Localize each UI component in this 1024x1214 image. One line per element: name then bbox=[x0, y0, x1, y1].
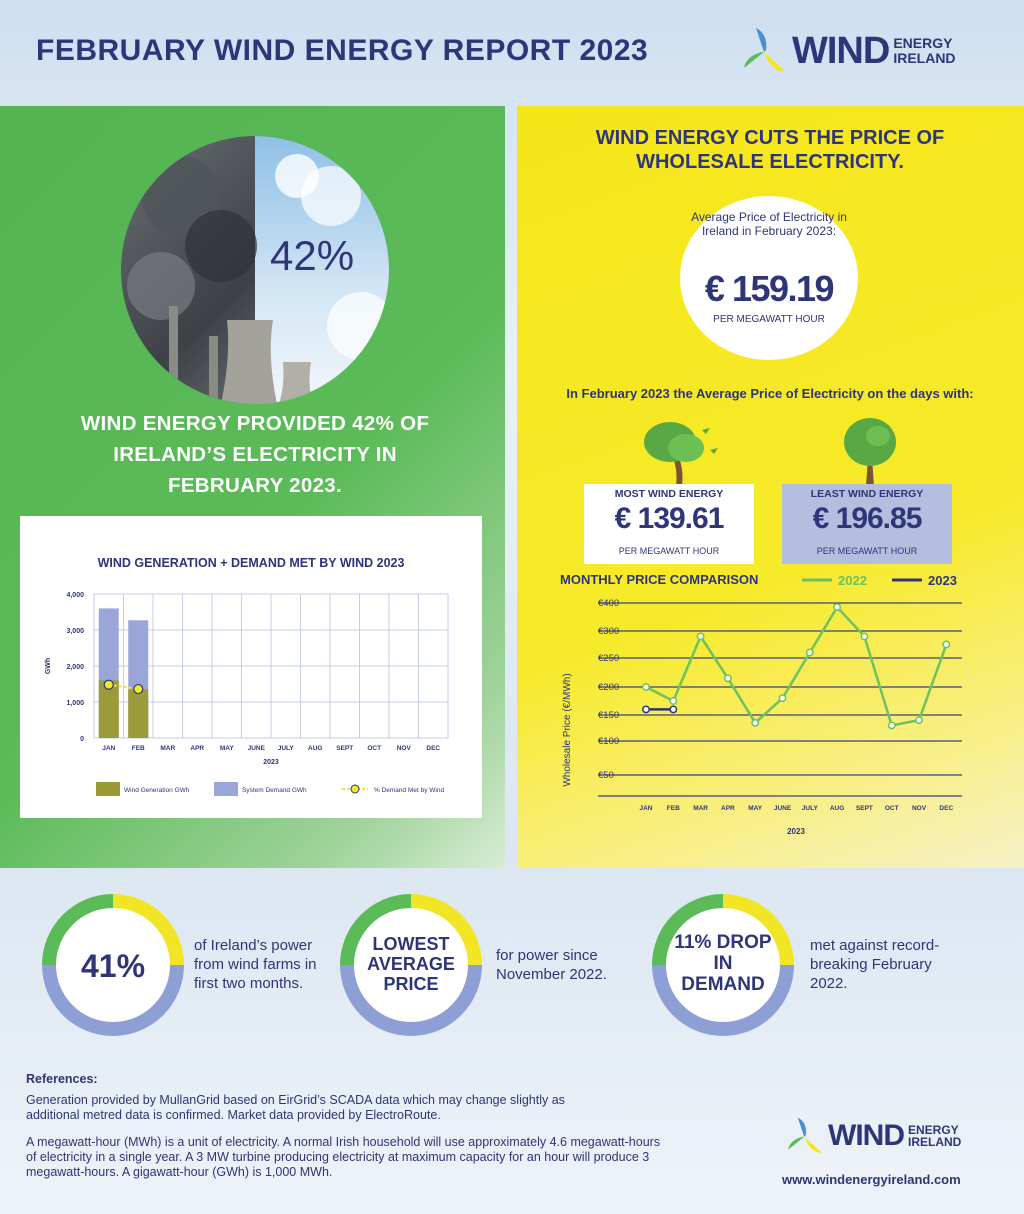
most-wind-unit: PER MEGAWATT HOUR bbox=[618, 546, 720, 556]
x-tick-label: JUNE bbox=[247, 745, 265, 752]
data-point bbox=[643, 684, 649, 690]
y-tick-label: 0 bbox=[80, 736, 84, 743]
stat-ring-wind-share bbox=[40, 892, 186, 1038]
y-tick-label: €150 bbox=[598, 710, 620, 721]
data-point bbox=[643, 706, 649, 712]
average-price-circle bbox=[680, 196, 858, 360]
data-point bbox=[943, 641, 949, 647]
logo-subtext: ENERGY IRELAND bbox=[907, 1123, 962, 1149]
legend-swatch bbox=[214, 782, 238, 796]
logo-word: WIND bbox=[792, 30, 890, 72]
data-point bbox=[752, 720, 758, 726]
y-tick-label: €50 bbox=[598, 770, 614, 781]
logo-subtext: ENERGY IRELAND bbox=[893, 35, 956, 66]
x-tick-label: MAY bbox=[219, 745, 234, 752]
generation-chart-card bbox=[20, 516, 482, 818]
legend-label: 2023 bbox=[928, 573, 957, 588]
least-wind-box bbox=[782, 484, 952, 564]
references bbox=[26, 1072, 746, 1192]
legend-label: 2022 bbox=[838, 573, 867, 588]
stat-ring-demand-drop bbox=[650, 892, 796, 1038]
x-tick-label: FEB bbox=[131, 745, 145, 752]
legend-label: % Demand Met by Wind bbox=[374, 787, 445, 794]
legend-swatch bbox=[351, 785, 359, 793]
stat-ring-text: 41% bbox=[80, 948, 146, 984]
y-tick-label: €100 bbox=[598, 736, 620, 747]
most-wind-box bbox=[584, 484, 754, 564]
x-tick-label: JAN bbox=[102, 745, 116, 752]
x-tick-label: APR bbox=[721, 805, 735, 812]
y-tick-label: 2,000 bbox=[66, 664, 84, 671]
x-tick-label: NOV bbox=[396, 745, 411, 752]
generation-chart bbox=[20, 516, 482, 818]
price-cut-title: WIND ENERGY CUTS THE PRICE OF WHOLESALE ELECTRICITY. bbox=[595, 127, 945, 173]
references-title: References: bbox=[26, 1072, 98, 1086]
x-tick-label: AUG bbox=[829, 805, 845, 812]
turbine-logo-icon bbox=[742, 26, 788, 76]
data-point bbox=[779, 695, 785, 701]
x-tick-label: AUG bbox=[308, 745, 323, 752]
generation-chart-title: WIND GENERATION + DEMAND MET BY WIND 2023 bbox=[97, 556, 405, 570]
legend-label: Wind Generation GWh bbox=[124, 787, 190, 794]
logo-word: WIND bbox=[828, 1119, 904, 1152]
y-axis-label: Wholesale Price (€/MWh) bbox=[562, 673, 573, 787]
average-price-label: Average Price of Electricity in Ireland in February 2023: bbox=[691, 210, 847, 238]
stat-side-text: met against record-breaking February 2022. bbox=[810, 937, 940, 992]
y-tick-label: €250 bbox=[598, 653, 620, 664]
least-wind-unit: PER MEGAWATT HOUR bbox=[816, 546, 918, 556]
x-tick-label: SEPT bbox=[855, 805, 873, 812]
data-point bbox=[670, 706, 676, 712]
data-point bbox=[861, 633, 867, 639]
x-tick-label: APR bbox=[190, 745, 205, 752]
demand-met-point bbox=[104, 680, 113, 689]
wind-bar bbox=[128, 689, 148, 738]
y-tick-label: €400 bbox=[598, 598, 620, 609]
days-with-text: In February 2023 the Average Price of Electricity on the days with: bbox=[566, 386, 974, 401]
stat-side-text: for power since November 2022. bbox=[496, 947, 607, 983]
x-tick-label: OCT bbox=[884, 805, 899, 812]
most-wind-value: € 139.61 bbox=[614, 502, 724, 535]
most-wind-label: MOST WIND ENERGY bbox=[614, 488, 724, 500]
x-tick-label: JULY bbox=[801, 805, 818, 812]
x-tick-label: DEC bbox=[939, 805, 954, 812]
stat-side-text: of Ireland’s power from wind farms in first two months. bbox=[194, 937, 317, 992]
wind-energy-ireland-logo bbox=[742, 26, 956, 76]
x-tick-label: JULY bbox=[277, 745, 294, 752]
x-tick-label: SEPT bbox=[336, 745, 354, 752]
average-price-unit: PER MEGAWATT HOUR bbox=[713, 314, 825, 325]
y-axis-label: GWh bbox=[45, 657, 52, 675]
wind-energy-ireland-logo-footer bbox=[786, 1116, 961, 1156]
data-point bbox=[807, 649, 813, 655]
data-point bbox=[725, 675, 731, 681]
x-tick-label: OCT bbox=[367, 745, 382, 752]
y-tick-label: 4,000 bbox=[66, 592, 84, 599]
calm-tree-icon bbox=[832, 414, 908, 488]
x-tick-label: DEC bbox=[426, 745, 441, 752]
demand-met-point bbox=[134, 685, 143, 694]
monthly-price-chart bbox=[548, 570, 988, 840]
x-tick-label: JUNE bbox=[773, 805, 792, 812]
legend-swatch bbox=[96, 782, 120, 796]
windy-tree-icon bbox=[640, 416, 720, 488]
legend-label: System Demand GWh bbox=[242, 787, 307, 794]
x-axis-label: 2023 bbox=[787, 827, 805, 836]
header bbox=[0, 0, 1024, 108]
website-link[interactable]: www.windenergyireland.com bbox=[782, 1172, 961, 1187]
page-title: FEBRUARY WIND ENERGY REPORT 2023 bbox=[36, 34, 649, 67]
data-point bbox=[889, 722, 895, 728]
stat-ring-lowest-price bbox=[338, 892, 484, 1038]
x-axis-label: 2023 bbox=[263, 759, 279, 766]
x-tick-label: MAY bbox=[748, 805, 763, 812]
x-tick-label: MAR bbox=[693, 805, 709, 812]
x-tick-label: NOV bbox=[911, 805, 927, 812]
y-tick-label: 1,000 bbox=[66, 700, 84, 707]
x-tick-label: FEB bbox=[666, 805, 680, 812]
data-point bbox=[834, 604, 840, 610]
x-tick-label: JAN bbox=[639, 805, 653, 812]
least-wind-label: LEAST WIND ENERGY bbox=[810, 488, 924, 500]
series-line-2022 bbox=[646, 607, 946, 725]
big-percent: 42% bbox=[270, 232, 355, 279]
data-point bbox=[670, 698, 676, 704]
price-chart-title: MONTHLY PRICE COMPARISON bbox=[560, 572, 759, 587]
data-point bbox=[697, 633, 703, 639]
turbine-logo-icon bbox=[786, 1116, 824, 1156]
stat-ring-text: LOWEST AVERAGE PRICE bbox=[367, 934, 455, 994]
stat-ring-text: 11% DROP IN DEMAND bbox=[674, 932, 772, 995]
wind-provided-statement: WIND ENERGY PROVIDED 42% OF IRELAND’S ELECTRICITY IN FEBRUARY 2023. bbox=[80, 412, 430, 497]
y-tick-label: €300 bbox=[598, 626, 620, 637]
y-tick-label: €200 bbox=[598, 682, 620, 693]
y-tick-label: 3,000 bbox=[66, 628, 84, 635]
data-point bbox=[916, 717, 922, 723]
references-paragraph: A megawatt-hour (MWh) is a unit of electricity. A normal Irish household will use approximately 4.6 megawatt-hours of electricity in a single year. A 3 MW turbine producing electricity at maximum capacity for an hour will produce 3 megawatt-hours. A gigawatt-hour (GWh) is 1,000 MWh. bbox=[26, 1135, 661, 1179]
average-price-value: € 159.19 bbox=[704, 268, 834, 309]
least-wind-value: € 196.85 bbox=[812, 502, 922, 535]
x-tick-label: MAR bbox=[160, 745, 176, 752]
references-paragraph: Generation provided by MullanGrid based on EirGrid’s SCADA data which may change slightly as additional metred data is confirmed. Market data provided by ElectroRoute. bbox=[26, 1093, 565, 1122]
